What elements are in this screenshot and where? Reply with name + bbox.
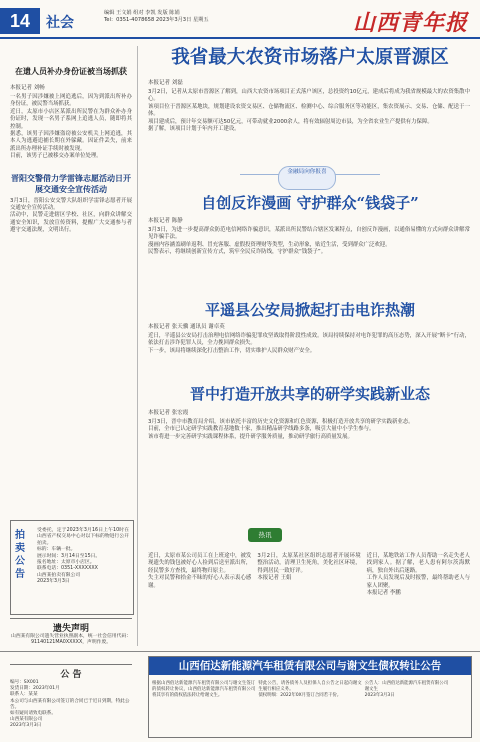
headline-article <box>148 78 470 166</box>
bottom-rule <box>0 651 480 652</box>
lower-articles <box>148 550 470 648</box>
meta-line-1: 编辑 王文娟 组对 李凯 发版 陈娟 <box>104 10 180 16</box>
lost-notice <box>10 618 132 647</box>
story1-body: 一名男子因涉嫌被上网追逃后，因为到派出所补办身份证，被民警当场抓获。 近日，太原市小店区某派出所民警在为群众补办身份证时，发现一名男子系网上追逃人员，随即将其控制。 据悉，该男子因涉嫌盗窃被公安机关上网追逃，其本人为逃避追捕长期在外躲藏。因证件丢失，前来派出所办理补证手续时被发现。 目前，该男子已被移交办案单位处理。 <box>10 94 132 160</box>
debt-transfer-title: 山西佰达新能源汽车租赁有限公司与谢文生债权转让公告 <box>149 657 471 675</box>
main-headline: 我省最大农资市场落户太原晋源区 <box>171 47 449 68</box>
story2-body: 3月3日，晋阳公安交警大队组织学雷锋志愿者开展交通安全宣传活动。 活动中，民警走进辖区学校、社区，向群众讲解交通安全知识，发放宣传资料，提醒广大交通参与者遵守交通法规，文明出行。 <box>10 197 132 234</box>
header-meta <box>104 10 209 24</box>
story1-title: 在遗人员补办身份证被当场抓获 <box>15 66 127 76</box>
headline-body: 3月2日，记者从太原市晋源区了解到，山西大农资市场项目正式落户该区，总投资约10亿元，建成后将成为我省规模最大的农资集散中心。 该项目位于晋源区某地块，规划建设农资交易区、仓储物流区、检测中心、综合服务区等功能区，集农资展示、交易、仓储、配送于一体。 项目建成后，预计年交易额可达50亿元，可带动就业2000余人，将有效辐射周边市县，为全省农业生产提供有力保障。 据了解，该项目计划于年内开工建设。 <box>148 89 470 133</box>
meta-line-2: Tel：0351-4078658 2023年3月3日 星期五 <box>104 17 209 23</box>
page-header <box>0 0 480 40</box>
header-rule <box>0 37 480 39</box>
headline-byline: 本报记者 刘磊 <box>148 80 183 86</box>
section-badge: 金融局向你报喜 <box>278 166 336 190</box>
auction-ad-label: 拍卖公告 <box>15 530 25 580</box>
story1-byline: 本报记者 刘畅 <box>10 85 45 91</box>
story-c-title: 晋中打造开放共享的研学实践新业态 <box>189 385 430 403</box>
auction-ad <box>10 520 134 615</box>
debt-transfer-col-3: 公告人：山西佰达新能源汽车租赁有限公司 谢文生 2023年3月3日 <box>364 681 449 698</box>
lost-notice-body: 山西某有限公司遗失营业执照副本，统一社会信用代码：91140121MA0XXXXX，声明作废。 <box>11 634 131 646</box>
story-c-byline: 本报记者 张宏霞 <box>148 410 189 416</box>
announcement <box>10 664 132 730</box>
section-title: 社会 <box>46 15 74 31</box>
lower-body-2: 3月2日，太原某社区组织志愿者开展环境整治活动，清理卫生死角，美化社区环境，得到居民一致好评。 本报记者 王娟 <box>257 553 361 582</box>
column-divider <box>137 46 138 646</box>
story-a-body: 3月3日，为进一步提高群众防范电信网络诈骗意识，某派出所民警结合辖区发案特点，自创反诈漫画，以通俗易懂的方式向群众讲解常见诈骗手法。 漫画内容涵盖刷单返利、冒充客服、虚假投资理财等类型，生动形象，贴近生活，受到群众广泛欢迎。 民警表示，将继续创新宣传方式，筑牢全民反诈防线，守护群众“钱袋子”。 <box>148 227 470 256</box>
story-b-title: 平遥县公安局掀起打击电诈热潮 <box>204 301 415 319</box>
story-b-byline: 本报记者 张天骥 通讯员 谢卓英 <box>148 324 225 330</box>
debt-transfer-notice <box>148 656 472 738</box>
lower-body-1: 近日，太原市某公司员工在上班途中，被发现遗失的钱包被好心人捡到后送至派出所，经民警多方查找，最终物归原主。 失主对民警和拾金不昧的好心人表示衷心感谢。 <box>148 553 252 589</box>
story-b-body: 近日，平遥县公安局打击治理电信网络诈骗犯罪攻坚战取得阶段性成效。该局持续保持对电诈犯罪的高压态势，深入开展“断卡”行动，依法打击涉诈犯罪人员，全力挽回群众损失。 下一步，该局将继续深化打击整治工作，切实维护人民群众财产安全。 <box>148 333 470 354</box>
debt-transfer-col-1: 根据山西佰达新能源汽车租赁有限公司与谢文生签订的债权转让协议，山西佰达新能源汽车租赁有限公司将其享有的债权依法转让给谢文生。 <box>152 681 256 698</box>
story2-title: 晋阳交警借力学雷锋志愿活动日开展交通安全宣传活动 <box>11 172 131 194</box>
announcement-title: 公 告 <box>10 664 132 680</box>
auction-ad-body: 受委托，定于2023年3月16日上午10时在山西省产权交易中心对以下标的物进行公开拍卖。 标的：车辆一批。 展示时间：3月14日至15日。 报名地址：太原市小店区。 联系电话：0351-XXXXXXX 山西某拍卖有限公司 2023年3月3日 <box>37 528 129 585</box>
debt-transfer-columns <box>149 675 471 701</box>
announcement-body: 编号：SX001 发货日期：2023年01月 联系人：某某 本公司与山西某有限公司签订的合同已于近日到期，特此公告。 如有疑问请致电联系。 山西某有限公司 2023年3月3日 <box>10 680 130 729</box>
left-column <box>10 46 132 235</box>
debt-transfer-col-2: 特此公告，请各债务人及担保人自公告之日起向谢文生履行相应义务。 债权明细：2022年0X月签订合同若干份。 <box>258 681 362 698</box>
lost-notice-title: 遗失声明 <box>10 618 132 634</box>
story-c-body: 3月3日，晋中市教育局介绍，该市依托丰富的历史文化资源和红色资源，积极打造开放共享的研学实践新业态。 目前，全市已认定研学实践教育基地数十家，推出精品研学线路多条，吸引大量中小学生参与。 该市将进一步完善研学实践课程体系，提升研学服务质量，推动研学旅行高质量发展。 <box>148 419 414 440</box>
story-c <box>148 408 470 524</box>
story-b <box>148 322 470 380</box>
story-a-title: 自创反诈漫画 守护群众“钱袋子” <box>201 194 419 212</box>
story-a <box>148 216 470 296</box>
newspaper-logo: 山西青年报 <box>352 10 468 36</box>
story-a-byline: 本报记者 陈静 <box>148 218 183 224</box>
news-flash-tag: 热讯 <box>248 528 282 542</box>
lower-body-3: 近日，某地铁站工作人员帮助一名走失老人找到家人。据了解，老人患有阿尔茨海默病，独自外出后迷路。 工作人员发现后及时报警，最终帮助老人与家人团聚。 本报记者 李鹏 <box>366 553 470 597</box>
page-number: 14 <box>0 8 40 34</box>
